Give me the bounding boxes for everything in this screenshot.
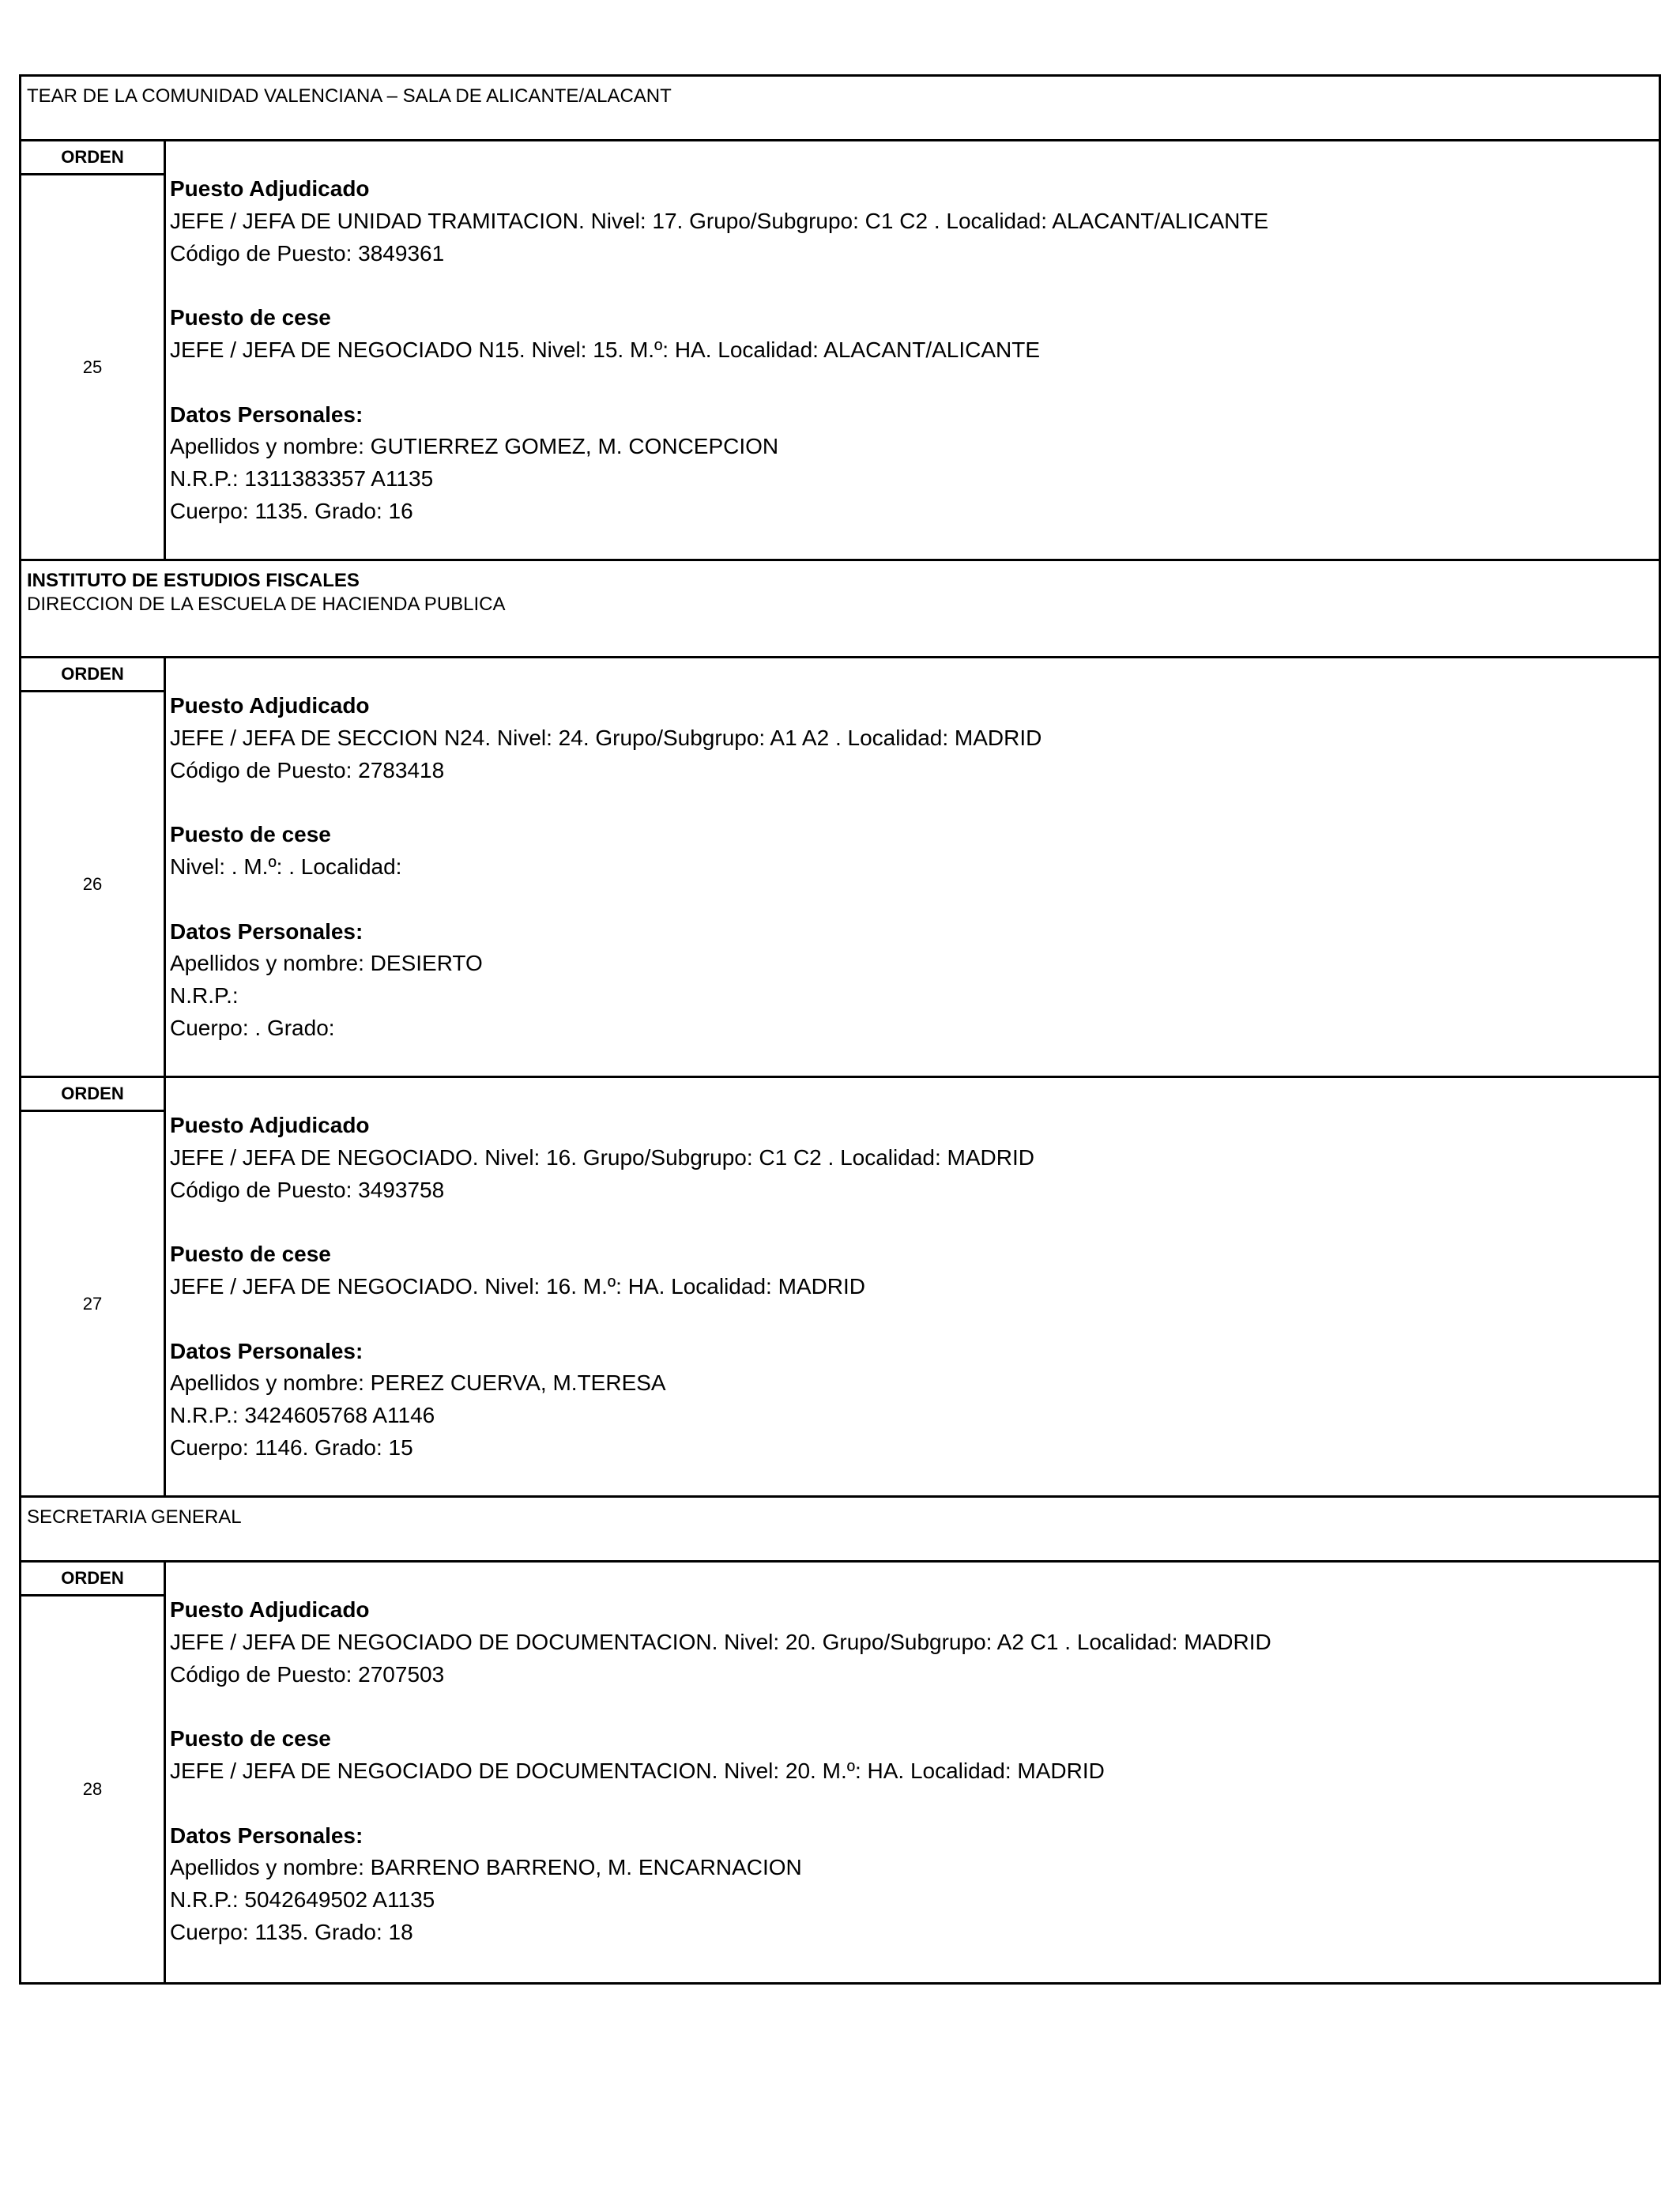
- orden-number: 25: [82, 356, 103, 377]
- cuerpo-grado: Cuerpo: 1146. Grado: 15: [170, 1434, 413, 1460]
- puesto-adjudicado-label: Puesto Adjudicado: [170, 693, 370, 718]
- puesto-cese-label: Puesto de cese: [170, 1726, 331, 1751]
- orden-column: [21, 141, 166, 559]
- apellidos-nombre: Apellidos y nombre: PEREZ CUERVA, M.TERESA: [170, 1370, 666, 1396]
- section-header-tear: [21, 77, 1659, 141]
- cuerpo-grado: Cuerpo: 1135. Grado: 16: [170, 498, 413, 523]
- cuerpo-grado: Cuerpo: . Grado:: [170, 1015, 335, 1040]
- orden-header: ORDEN: [21, 1563, 164, 1596]
- entry-content: [166, 141, 1659, 559]
- apellidos-nombre: Apellidos y nombre: GUTIERREZ GOMEZ, M. CONCEPCION: [170, 434, 779, 459]
- datos-personales-label: Datos Personales:: [170, 401, 363, 427]
- orden-number: 28: [82, 1779, 103, 1799]
- section-subtitle: SECRETARIA GENERAL: [27, 1506, 242, 1528]
- puesto-cese-label: Puesto de cese: [170, 305, 331, 330]
- nrp: N.R.P.: 5042649502 A1135: [170, 1887, 435, 1913]
- puesto-cese-label: Puesto de cese: [170, 1242, 331, 1267]
- orden-number: 26: [82, 873, 103, 894]
- orden-column: [21, 658, 166, 1076]
- orden-header: ORDEN: [21, 141, 164, 175]
- datos-personales-label: Datos Personales:: [170, 918, 363, 944]
- puesto-cese-label: Puesto de cese: [170, 822, 331, 847]
- resolution-table: [19, 74, 1661, 1985]
- codigo-puesto: Código de Puesto: 3849361: [170, 240, 445, 266]
- entry-row: [21, 1563, 1659, 1982]
- puesto-adjudicado-text: JEFE / JEFA DE SECCION N24. Nivel: 24. Grupo/Subgrupo: A1 A2 . Localidad: MADRID: [170, 725, 1042, 750]
- entry-row: [21, 141, 1659, 561]
- puesto-cese-text: JEFE / JEFA DE NEGOCIADO. Nivel: 16. M.º: HA. Localidad: MADRID: [170, 1273, 866, 1299]
- puesto-cese-text: JEFE / JEFA DE NEGOCIADO N15. Nivel: 15. M.º: HA. Localidad: ALACANT/ALICANTE: [170, 337, 1041, 362]
- puesto-cese-text: Nivel: . M.º: . Localidad:: [170, 854, 402, 879]
- section-title: INSTITUTO DE ESTUDIOS FISCALES: [27, 570, 360, 591]
- nrp: N.R.P.:: [170, 983, 239, 1008]
- entry-content: [166, 658, 1659, 1076]
- section-header-secretaria: [21, 1498, 1659, 1563]
- nrp: N.R.P.: 3424605768 A1146: [170, 1403, 435, 1428]
- datos-personales-label: Datos Personales:: [170, 1823, 363, 1848]
- orden-header: ORDEN: [21, 658, 164, 692]
- puesto-adjudicado-text: JEFE / JEFA DE UNIDAD TRAMITACION. Nivel: 17. Grupo/Subgrupo: C1 C2 . Localidad: ALACANT/ALICANTE: [170, 208, 1269, 233]
- puesto-adjudicado-text: JEFE / JEFA DE NEGOCIADO DE DOCUMENTACION. Nivel: 20. Grupo/Subgrupo: A2 C1 . Localidad: MADRID: [170, 1629, 1271, 1654]
- puesto-adjudicado-label: Puesto Adjudicado: [170, 1113, 370, 1137]
- entry-row: [21, 1078, 1659, 1498]
- entry-row: [21, 658, 1659, 1078]
- entry-content: [166, 1563, 1659, 1982]
- codigo-puesto: Código de Puesto: 2707503: [170, 1661, 445, 1687]
- orden-column: [21, 1078, 166, 1495]
- puesto-adjudicado-label: Puesto Adjudicado: [170, 176, 370, 201]
- datos-personales-label: Datos Personales:: [170, 1338, 363, 1363]
- apellidos-nombre: Apellidos y nombre: DESIERTO: [170, 951, 483, 976]
- section-header-ief: [21, 561, 1659, 658]
- orden-number: 27: [82, 1293, 103, 1314]
- nrp: N.R.P.: 1311383357 A1135: [170, 466, 434, 492]
- cuerpo-grado: Cuerpo: 1135. Grado: 18: [170, 1919, 413, 1944]
- section-subtitle: DIRECCION DE LA ESCUELA DE HACIENDA PUBLICA: [27, 594, 506, 615]
- puesto-adjudicado-text: JEFE / JEFA DE NEGOCIADO. Nivel: 16. Grupo/Subgrupo: C1 C2 . Localidad: MADRID: [170, 1144, 1034, 1170]
- apellidos-nombre: Apellidos y nombre: BARRENO BARRENO, M. ENCARNACION: [170, 1855, 802, 1880]
- orden-header: ORDEN: [21, 1078, 164, 1112]
- orden-column: [21, 1563, 166, 1982]
- entry-content: [166, 1078, 1659, 1495]
- section-subtitle: TEAR DE LA COMUNIDAD VALENCIANA – SALA DE ALICANTE/ALACANT: [27, 85, 672, 107]
- codigo-puesto: Código de Puesto: 3493758: [170, 1177, 445, 1202]
- puesto-cese-text: JEFE / JEFA DE NEGOCIADO DE DOCUMENTACION. Nivel: 20. M.º: HA. Localidad: MADRID: [170, 1758, 1105, 1783]
- codigo-puesto: Código de Puesto: 2783418: [170, 757, 445, 782]
- puesto-adjudicado-label: Puesto Adjudicado: [170, 1597, 370, 1622]
